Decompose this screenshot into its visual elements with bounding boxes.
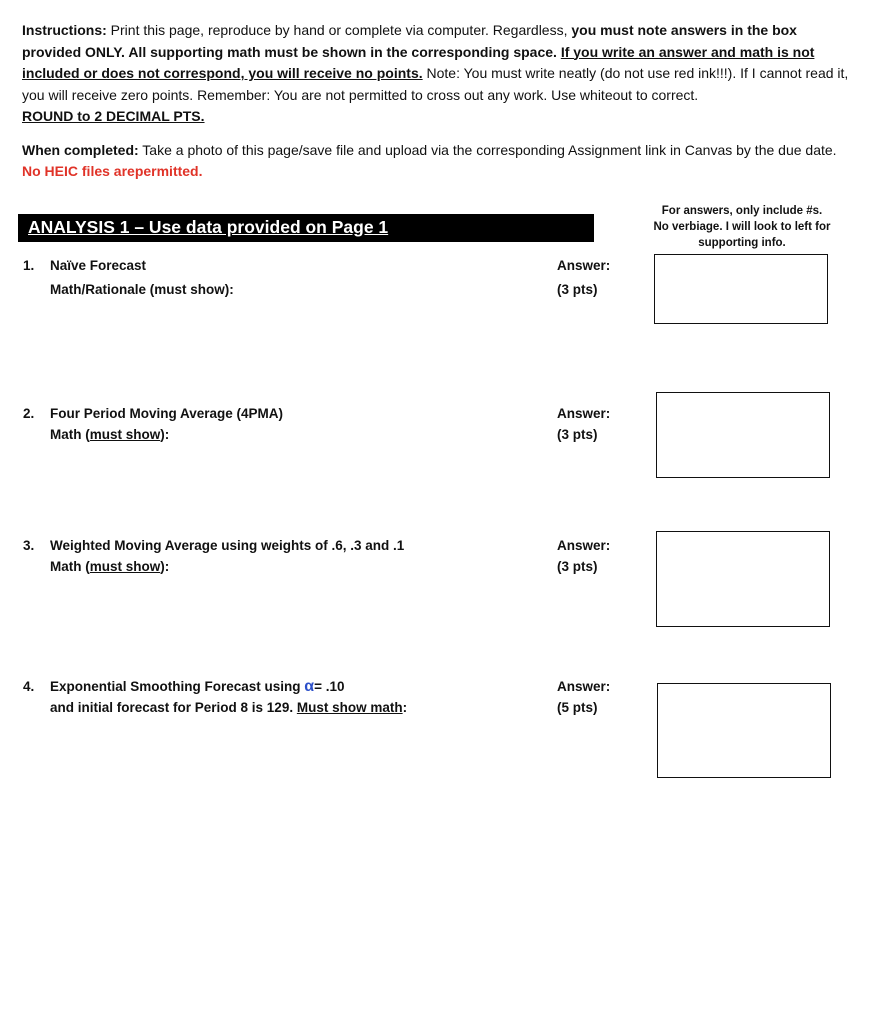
question-instruction: Math/Rationale (must show):: [50, 282, 234, 297]
points-label: (3 pts): [557, 427, 598, 442]
points-label: (5 pts): [557, 700, 598, 715]
answer-note: [642, 203, 842, 251]
question-number: 1.: [23, 258, 35, 273]
question-number: 2.: [23, 406, 35, 421]
question-title: Exponential Smoothing Forecast using: [50, 679, 305, 694]
math-label-post: :: [402, 700, 408, 715]
must-show-label: must show: [89, 427, 161, 442]
rounding-rule: ROUND to 2 DECIMAL PTS.: [22, 108, 205, 124]
instructions-label: Instructions:: [22, 22, 107, 38]
answer-note-line-1: For answers, only include #s.: [661, 205, 823, 217]
question-title: Weighted Moving Average using weights of .6, .3 and .1: [50, 538, 405, 553]
section-title: ANALYSIS 1 – Use data provided on Page 1: [28, 217, 389, 237]
answer-label-2: [557, 403, 610, 445]
answer-label: Answer:: [557, 258, 611, 273]
answer-note-line-3: supporting info.: [698, 237, 786, 249]
answer-label-1: [557, 255, 610, 300]
initial-forecast-text: and initial forecast for Period 8 is 129.: [50, 700, 297, 715]
answer-label-3: [557, 535, 610, 577]
points-label: (3 pts): [557, 559, 598, 574]
must-show-label: Must show math: [296, 700, 403, 715]
answer-note-line-2: No verbiage. I will look to left for: [653, 221, 831, 233]
math-label-pre: Math (: [50, 427, 90, 442]
instructions-bold-text: you must note answers in the box provided ONLY. All supporting math must be shown in the corresponding space.: [22, 22, 797, 60]
must-show-label: must show: [89, 559, 161, 574]
math-label-pre: Math (: [50, 559, 90, 574]
answer-box-2[interactable]: [656, 392, 830, 478]
instructions-warning: If you write an answer and math is not included or does not correspond, you will receive no points.: [22, 43, 815, 81]
answer-label-4: [557, 676, 610, 718]
question-number: 4.: [23, 679, 35, 694]
question-title: Four Period Moving Average (4PMA): [50, 406, 284, 421]
instructions-text-2: Note: You must write neatly (do not use red ink!!!). If I cannot read it, you will receive zero points. Remember: You are not permitted to cross out any work. Use whiteout to correct.: [22, 65, 849, 103]
completion-label: When completed:: [22, 141, 139, 158]
section-banner: [18, 214, 594, 242]
question-title: Naïve Forecast: [50, 258, 147, 273]
math-label-post: ):: [160, 427, 170, 442]
answer-box-3[interactable]: [656, 531, 830, 627]
points-label: (3 pts): [557, 282, 598, 297]
instructions-paragraph: [22, 20, 852, 128]
instructions-text-1: Print this page, reproduce by hand or complete via computer. Regardless,: [106, 22, 572, 38]
completion-paragraph: [22, 140, 852, 183]
completion-text: Take a photo of this page/save file and upload via the corresponding Assignment link in Canvas by the due date.: [138, 141, 837, 158]
answer-label: Answer:: [557, 679, 611, 694]
alpha-value: = .10: [314, 679, 345, 694]
answer-box-1[interactable]: [654, 254, 828, 324]
alpha-symbol: α: [304, 678, 315, 695]
heic-warning: No HEIC files arepermitted.: [22, 163, 203, 179]
answer-label: Answer:: [557, 538, 611, 553]
math-label-post: ):: [160, 559, 170, 574]
answer-label: Answer:: [557, 406, 611, 421]
answer-box-4[interactable]: [657, 683, 831, 778]
instructions-block: [22, 20, 852, 183]
question-number: 3.: [23, 538, 35, 553]
